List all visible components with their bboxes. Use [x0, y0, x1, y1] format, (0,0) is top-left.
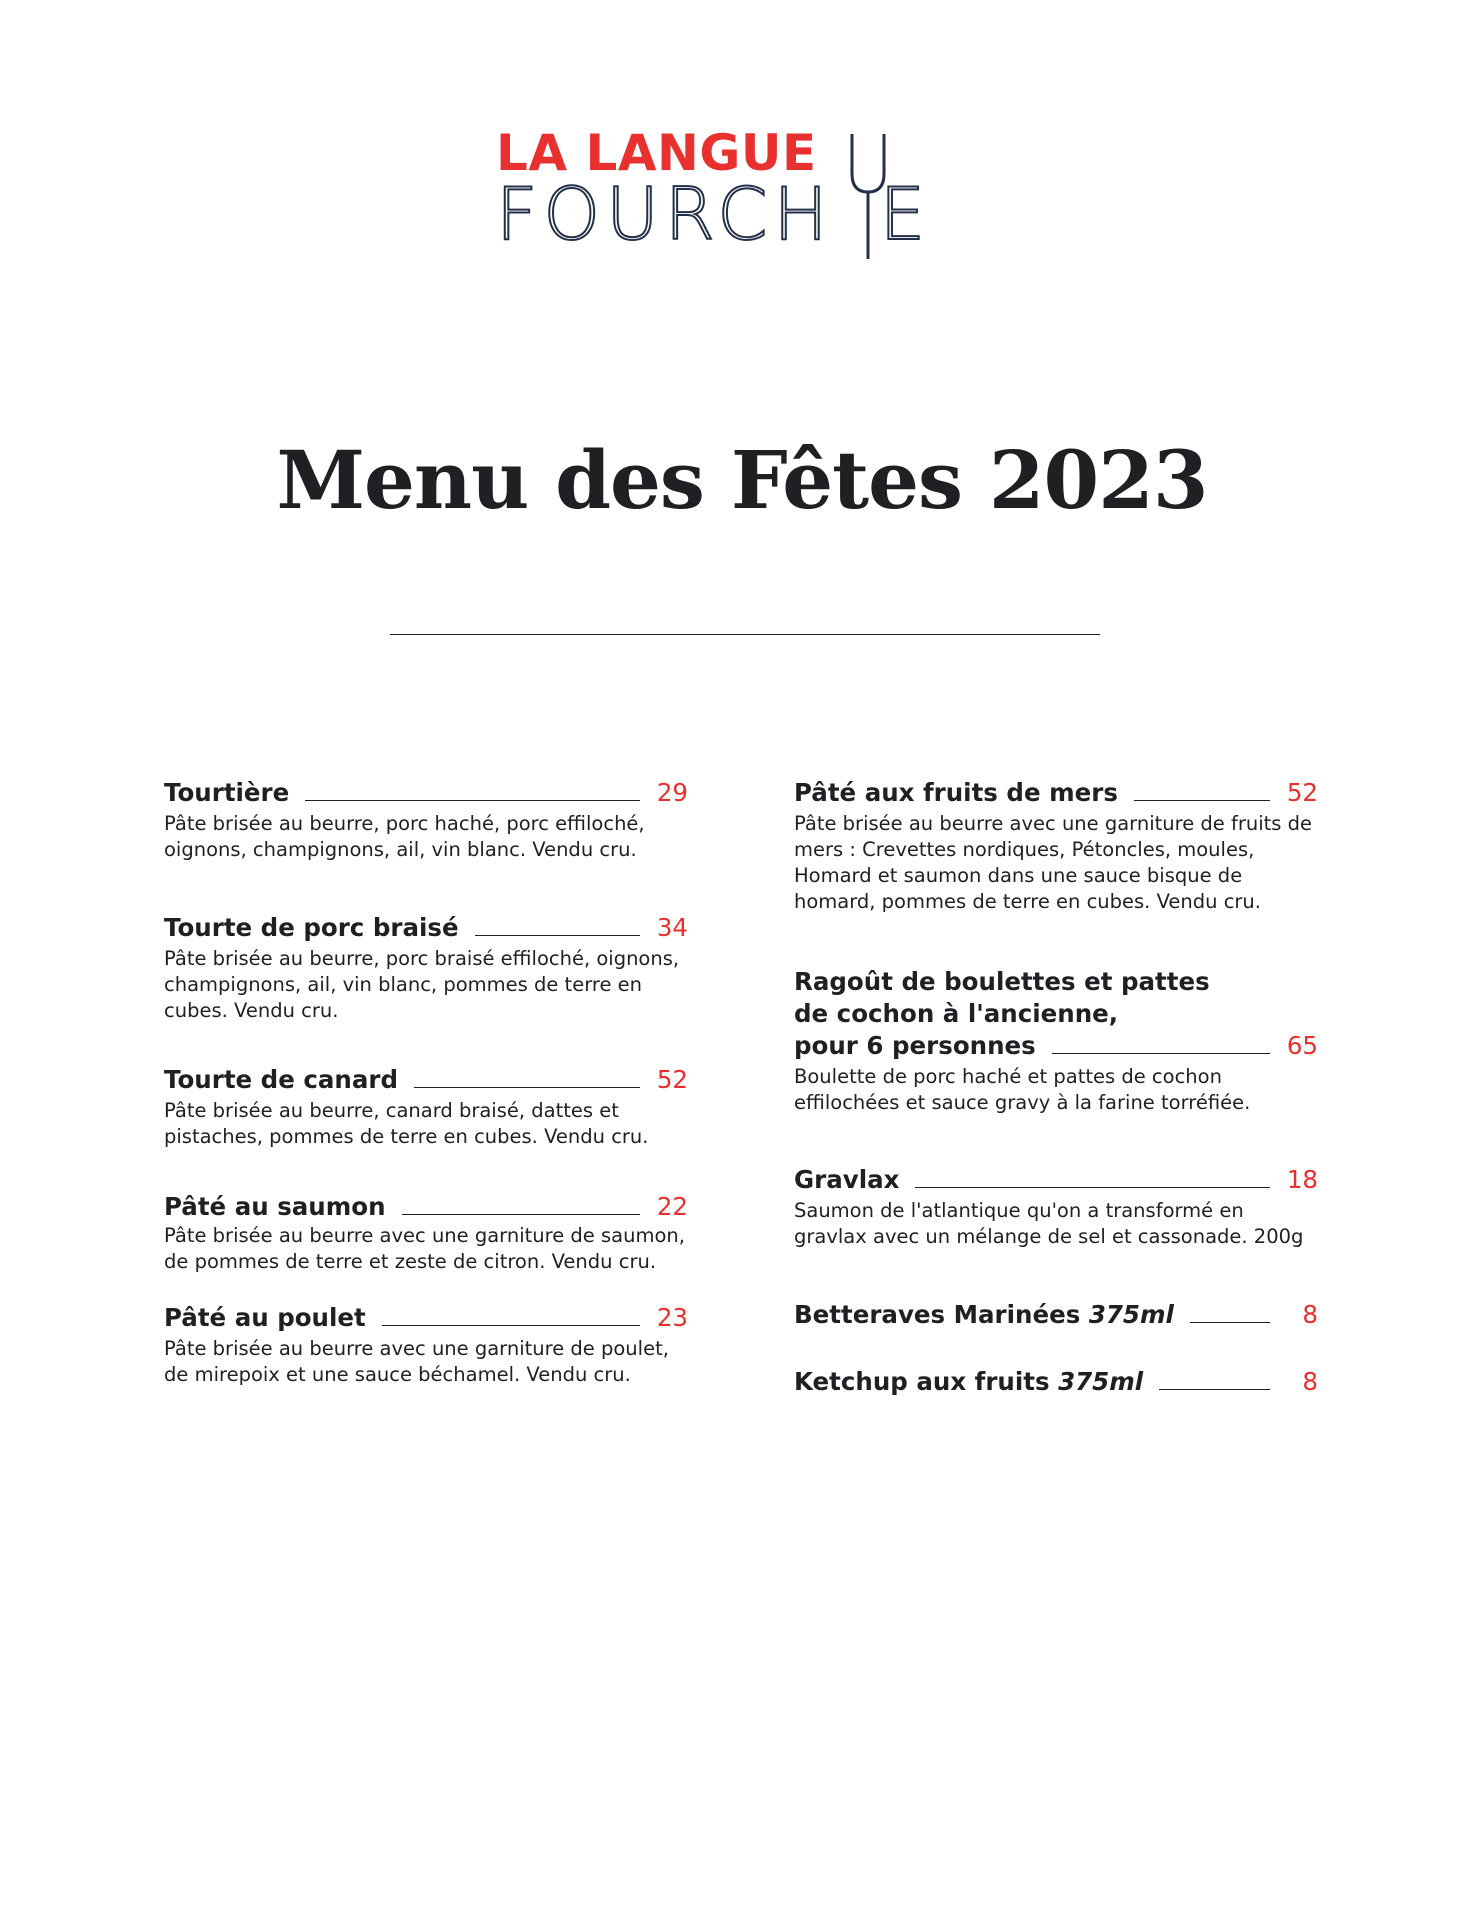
fork-icon [848, 134, 888, 259]
menu-item-price: 18 [1286, 1165, 1318, 1194]
menu-item-name: Gravlax [794, 1165, 900, 1194]
logo [496, 124, 996, 258]
menu-item-name: Pâté au saumon [164, 1192, 386, 1221]
menu-item-price: 52 [1286, 778, 1318, 807]
menu-item-price: 22 [656, 1192, 688, 1221]
menu-item-price: 29 [656, 778, 688, 807]
leader-line [1159, 1389, 1270, 1390]
menu-item-name-line: Ragoût de boulettes et pattes [794, 967, 1210, 996]
logo-text-top: LA LANGUE [496, 124, 817, 182]
menu-item-price: 8 [1302, 1367, 1318, 1396]
menu-item [794, 1299, 1318, 1331]
menu-item-name: Tourte de porc braisé [164, 913, 459, 942]
menu-item-name [794, 1299, 1174, 1331]
menu-item-name-line: de cochon à l'ancienne, [794, 999, 1119, 1028]
menu-item-name: Pâté aux fruits de mers [794, 778, 1118, 807]
leader-line [475, 935, 640, 936]
menu-item [794, 1164, 1318, 1250]
leader-line [1134, 800, 1270, 801]
menu-item-name: Tourtière [164, 778, 290, 807]
page-title: Menu des Fêtes 2023 [276, 433, 1208, 527]
menu-item [164, 1302, 688, 1388]
menu-item-price: 34 [656, 913, 688, 942]
leader-line [414, 1087, 640, 1088]
menu-item-price: 65 [1286, 1031, 1318, 1060]
menu-item-price: 8 [1302, 1300, 1318, 1329]
menu-item [794, 966, 1318, 1116]
menu-item-volume: 375ml [1088, 1300, 1174, 1329]
leader-line [305, 800, 640, 801]
leader-line [1190, 1322, 1270, 1323]
menu-item-description: Pâte brisée au beurre, porc braisé effiloché, oignons, champignons, ail, vin blanc, pommes de terre en cubes. Vendu cru. [164, 947, 680, 1022]
leader-line [402, 1214, 640, 1215]
menu-item-price: 23 [656, 1303, 688, 1332]
menu-item [794, 777, 1318, 915]
menu-item-name-text: Betteraves Marinées [794, 1300, 1081, 1329]
menu-item [794, 1366, 1318, 1398]
menu-item-description: Pâte brisée au beurre avec une garniture de fruits de mers : Crevettes nordiques, Pétoncles, moules, Homard et saumon dans une sauce bisque de homard, pommes de terre en cubes. Vendu cru. [794, 812, 1313, 913]
menu-item-description: Pâte brisée au beurre avec une garniture de saumon, de pommes de terre et zeste de citron. Vendu cru. [164, 1224, 685, 1273]
title-divider [390, 634, 1100, 635]
leader-line [915, 1187, 1270, 1188]
menu-item [164, 1191, 688, 1275]
logo-text-e: E [879, 172, 932, 256]
menu-item-price: 52 [656, 1065, 688, 1094]
menu-item-description: Pâte brisée au beurre, porc haché, porc effiloché, oignons, champignons, ail, vin blanc. Vendu cru. [164, 812, 645, 861]
menu-item [164, 777, 688, 863]
menu-item-description: Saumon de l'atlantique qu'on a transformé en gravlax avec un mélange de sel et cassonade. 200g [794, 1199, 1304, 1248]
menu-item-name: pour 6 personnes [794, 1031, 1036, 1060]
menu-item-name [794, 1366, 1143, 1398]
menu-item-description: Pâte brisée au beurre, canard braisé, dattes et pistaches, pommes de terre en cubes. Vendu cru. [164, 1099, 649, 1148]
menu-item-name: Tourte de canard [164, 1065, 399, 1094]
menu-item-volume: 375ml [1058, 1367, 1144, 1396]
leader-line [382, 1325, 640, 1326]
menu-item-description: Boulette de porc haché et pattes de cochon effilochées et sauce gravy à la farine torréfiée. [794, 1065, 1251, 1114]
menu-item [164, 912, 688, 1024]
menu-item [164, 1064, 688, 1150]
menu-item-name-text: Ketchup aux fruits [794, 1367, 1050, 1396]
leader-line [1052, 1053, 1270, 1054]
logo-text-fourch: FOURCH [496, 172, 834, 256]
menu-item-description: Pâte brisée au beurre avec une garniture de poulet, de mirepoix et une sauce béchamel. Vendu cru. [164, 1337, 669, 1386]
menu-item-name: Pâté au poulet [164, 1303, 366, 1332]
